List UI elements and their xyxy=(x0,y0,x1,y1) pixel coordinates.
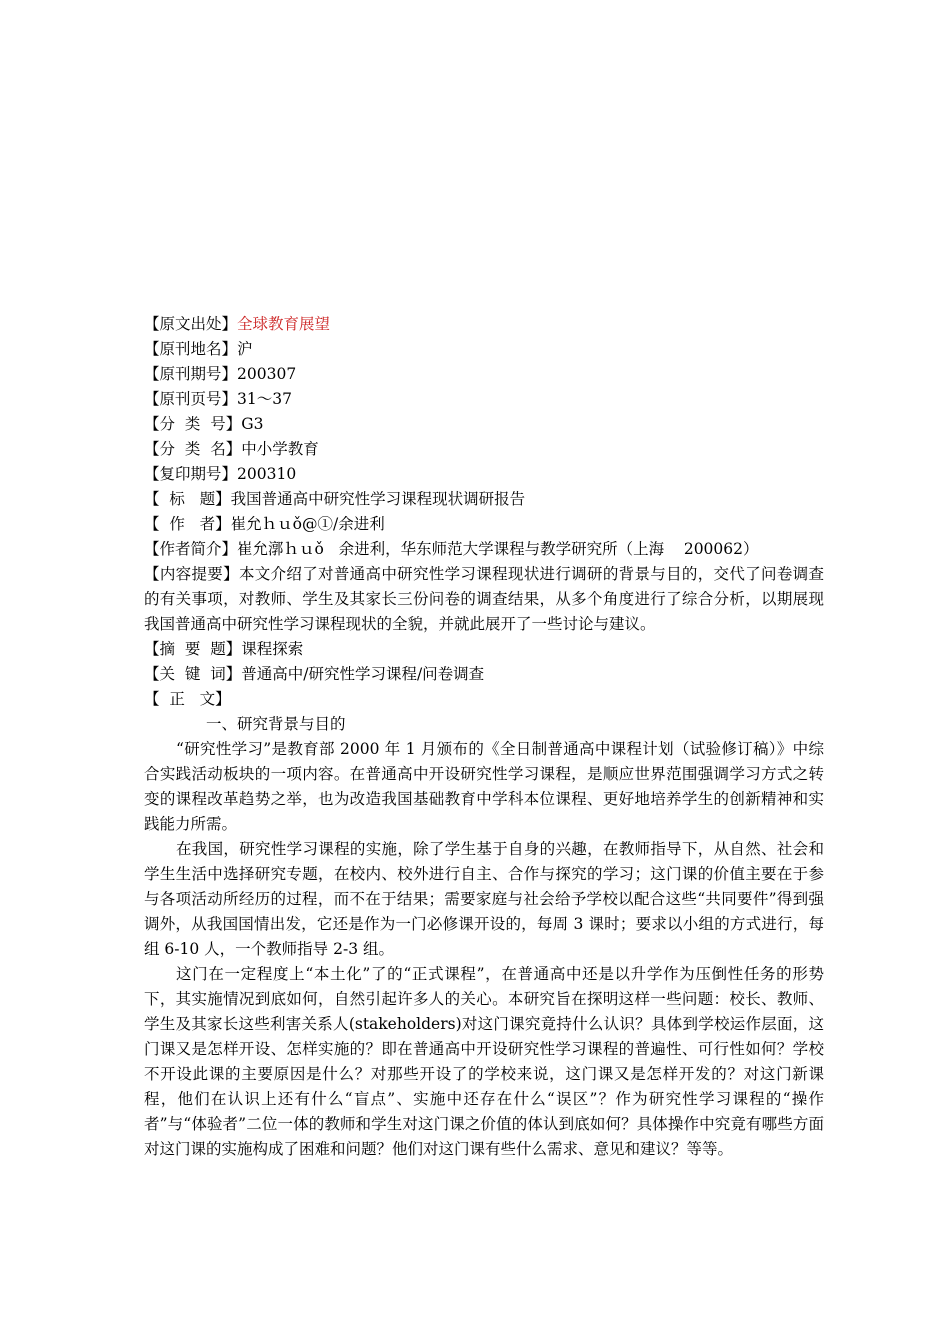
meta-author-label: 【 作 者】 xyxy=(144,515,231,533)
meta-keywords-label: 【关 键 词】 xyxy=(144,665,242,683)
meta-classification-name-label: 【分 类 名】 xyxy=(144,440,242,458)
meta-journal-place-value: 沪 xyxy=(237,340,253,358)
meta-author-intro-label: 【作者简介】 xyxy=(144,540,238,558)
meta-keywords-value: 普通高中/研究性学习课程/问卷调查 xyxy=(241,665,485,683)
meta-reprint-issue-value: 200310 xyxy=(237,465,297,483)
meta-title-label: 【 标 题】 xyxy=(144,490,231,508)
meta-author-value: 崔允ｈｕǒ@①/余进利 xyxy=(230,515,385,533)
document-body xyxy=(144,312,824,1162)
meta-abstract-value: 本文介绍了对普通高中研究性学习课程现状进行调研的背景与目的，交代了问卷调查的有关事项，对教师、学生及其家长三份问卷的调查结果，从多个角度进行了综合分析，以期展现我国普通高中研究性学习课程现状的全貌，并就此展开了一些讨论与建议。 xyxy=(144,565,824,633)
meta-pages-label: 【原刊页号】 xyxy=(144,390,238,408)
meta-source-value: 全球教育展望 xyxy=(237,315,331,333)
meta-journal-place xyxy=(144,337,824,362)
meta-classification-name-value: 中小学教育 xyxy=(241,440,319,458)
meta-classification-no xyxy=(144,412,824,437)
meta-author xyxy=(144,512,824,537)
meta-title xyxy=(144,487,824,512)
meta-subject xyxy=(144,637,824,662)
meta-abstract-label: 【内容提要】 xyxy=(144,565,239,583)
meta-author-intro-value: 崔允漷ｈｕǒ 余进利，华东师范大学课程与教学研究所（上海 200062） xyxy=(237,540,759,558)
meta-issue xyxy=(144,362,824,387)
meta-classification-no-label: 【分 类 号】 xyxy=(144,415,242,433)
meta-title-value: 我国普通高中研究性学习课程现状调研报告 xyxy=(230,490,526,508)
meta-pages-value: 31～37 xyxy=(237,390,292,408)
meta-keywords xyxy=(144,662,824,687)
body-paragraph: “研究性学习”是教育部 2000 年 1 月颁布的《全日制普通高中课程计划（试验修订稿）》中综合实践活动板块的一项内容。在普通高中开设研究性学习课程，是顺应世界范围强调学习方式之转变的课程改革趋势之举，也为改造我国基础教育中学科本位课程、更好地培养学生的创新精神和实践能力所需。 xyxy=(144,740,824,833)
meta-source xyxy=(144,312,824,337)
meta-classification-name xyxy=(144,437,824,462)
meta-body-label-text: 【 正 文】 xyxy=(144,690,231,708)
body-paragraph: 在我国，研究性学习课程的实施，除了学生基于自身的兴趣，在教师指导下，从自然、社会和学生生活中选择研究专题，在校内、校外进行自主、合作与探究的学习；这门课的价值主要在于参与各项活动所经历的过程，而不在于结果；需要家庭与社会给予学校以配合这些“共同要件”得到强调外，从我国国情出发，它还是作为一门必修课开设的，每周 3 课时；要求以小组的方式进行，每组 6-10 人，一个教师指导 2-3 组。 xyxy=(144,840,824,958)
meta-pages xyxy=(144,387,824,412)
meta-source-label: 【原文出处】 xyxy=(144,315,238,333)
meta-body-label xyxy=(144,687,824,712)
meta-issue-value: 200307 xyxy=(237,365,297,383)
body-paragraph: 这门在一定程度上“本土化”了的“正式课程”，在普通高中还是以升学作为压倒性任务的形势下，其实施情况到底如何，自然引起许多人的关心。本研究旨在探明这样一些问题：校长、教师、学生及其家长这些利害关系人(stakeholders)对这门课究竟持什么认识？具体到学校运作层面，这门课又是怎样开设、怎样实施的？即在普通高中开设研究性学习课程的普遍性、可行性如何？学校不开设此课的主要原因是什么？对那些开设了的学校来说，这门课又是怎样开发的？对这门新课程，他们在认识上还有什么“盲点”、实施中还存在什么“误区”？作为研究性学习课程的“操作者”与“体验者”二位一体的教师和学生对这门课之价值的体认到底如何？具体操作中究竟有哪些方面对这门课的实施构成了困难和问题？他们对这门课有些什么需求、意见和建议？等等。 xyxy=(144,965,824,1158)
meta-author-intro xyxy=(144,537,824,562)
meta-classification-no-value: G3 xyxy=(241,415,264,433)
meta-abstract xyxy=(144,562,824,637)
meta-subject-label: 【摘 要 题】 xyxy=(144,640,242,658)
section-heading: 一、研究背景与目的 xyxy=(206,715,346,733)
meta-issue-label: 【原刊期号】 xyxy=(144,365,238,383)
meta-reprint-issue-label: 【复印期号】 xyxy=(144,465,238,483)
meta-reprint-issue xyxy=(144,462,824,487)
meta-subject-value: 课程探索 xyxy=(241,640,304,658)
meta-journal-place-label: 【原刊地名】 xyxy=(144,340,238,358)
